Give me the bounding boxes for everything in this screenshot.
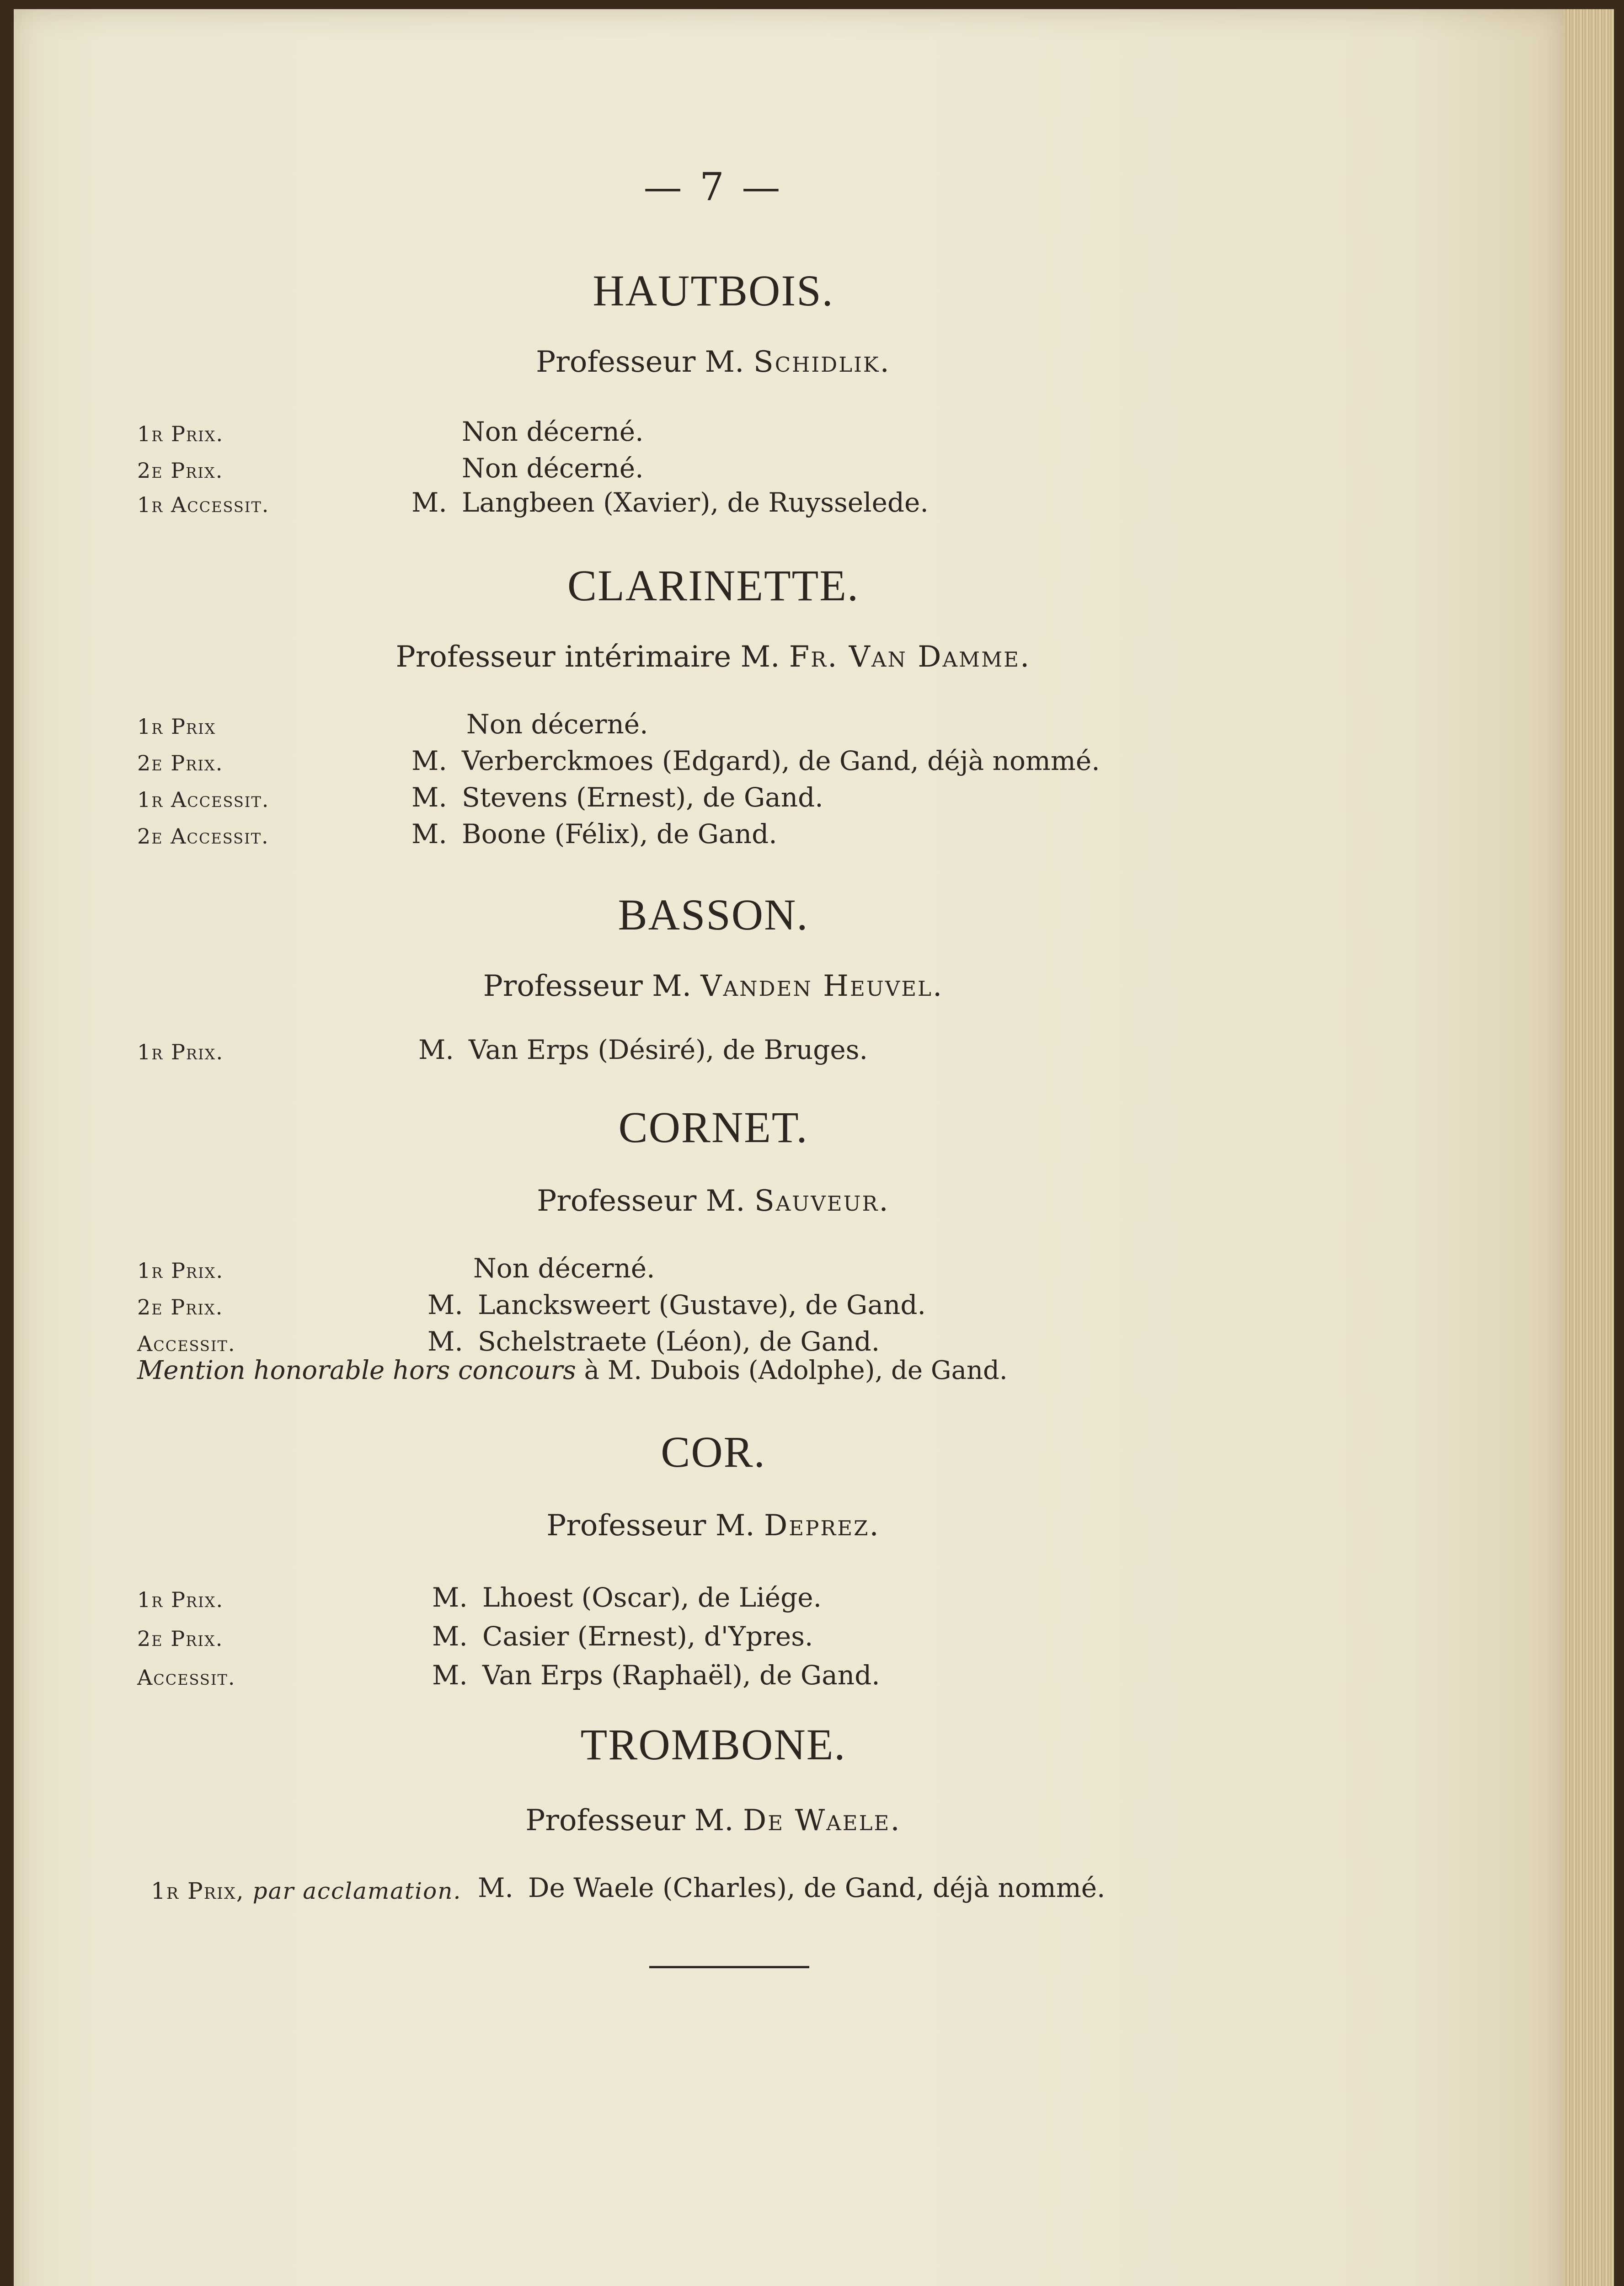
closing-rule (649, 1966, 809, 1968)
award-entry (411, 487, 929, 518)
mention-text: à M. Dubois (Adolphe), de Gand. (584, 1356, 1008, 1385)
professor-prefix: Professeur M. (537, 1184, 745, 1218)
award-text: Schelstraete (Léon), de Gand. (478, 1326, 880, 1357)
professor-name: Fr. Van Damme. (789, 640, 1031, 674)
section-title-hautbois: HAUTBOIS. (593, 266, 834, 315)
award-label: 1r Prix (137, 714, 216, 739)
award-text: De Waele (Charles), de Gand, déjà nommé. (528, 1872, 1106, 1903)
monsieur-abbrev: M. (432, 1621, 468, 1652)
monsieur-abbrev: M. (411, 745, 447, 776)
award-entry (411, 818, 777, 849)
professor-cornet (0, 1184, 1426, 1218)
award-entry: Non décerné. (462, 416, 644, 447)
award-row (0, 1660, 1555, 1696)
professor-prefix: Professeur M. (483, 969, 692, 1003)
award-label: 1r Prix. (137, 422, 224, 446)
monsieur-abbrev: M. (432, 1582, 468, 1613)
professor-name: Deprez. (764, 1509, 880, 1543)
monsieur-abbrev: M. (418, 1034, 454, 1065)
award-label: 1r Prix. (137, 1040, 224, 1064)
award-text: Lhoest (Oscar), de Liége. (482, 1582, 822, 1613)
award-entry (427, 1326, 880, 1357)
award-row (0, 453, 1555, 489)
professor-basson (0, 969, 1426, 1003)
award-label: 2e Accessit. (137, 824, 269, 849)
award-entry (432, 1660, 880, 1691)
award-label: 2e Prix. (137, 751, 224, 775)
mention-label: Mention honorable hors concours (137, 1356, 576, 1385)
monsieur-abbrev: M. (427, 1289, 463, 1320)
professor-name: Vanden Heuvel. (700, 969, 944, 1003)
award-entry (432, 1582, 822, 1613)
award-entry: Non décerné. (462, 453, 644, 484)
honorable-mention (137, 1356, 1008, 1385)
section-title-clarinette: CLARINETTE. (567, 561, 859, 610)
professor-clarinette (0, 640, 1426, 674)
professor-trombone (0, 1804, 1426, 1837)
award-entry (432, 1621, 813, 1652)
page-number: — 7 — (643, 165, 783, 209)
award-entry (478, 1872, 1106, 1903)
award-entry (418, 1034, 868, 1065)
award-row (0, 1872, 1555, 1909)
award-label: 1r Accessit. (137, 492, 270, 517)
section-title-basson: BASSON. (618, 890, 809, 939)
award-label: 2e Prix. (137, 458, 224, 483)
award-row (0, 1289, 1555, 1326)
award-label: Accessit. (137, 1665, 236, 1690)
professor-hautbois (0, 345, 1426, 379)
award-entry: Non décerné. (466, 709, 648, 740)
professor-prefix: Professeur M. (525, 1804, 734, 1837)
award-row (0, 709, 1555, 745)
award-label-text: 1r Prix, (151, 1878, 245, 1904)
award-label: 1r Prix. (137, 1587, 224, 1612)
award-label: Accessit. (137, 1331, 236, 1356)
award-label: 2e Prix. (137, 1626, 224, 1651)
award-label-italic: par acclamation. (252, 1878, 462, 1904)
award-entry: Non décerné. (473, 1253, 655, 1284)
section-title-cornet: CORNET. (618, 1103, 808, 1152)
award-text: Lanckswеert (Gustave), de Gand. (478, 1289, 926, 1320)
award-text: Boone (Félix), de Gand. (462, 818, 777, 849)
award-row (0, 1621, 1555, 1657)
award-label: 1r Prix. (137, 1258, 224, 1283)
section-title-cor: COR. (661, 1427, 766, 1476)
professor-prefix: Professeur intérimaire M. (395, 640, 780, 674)
monsieur-abbrev: M. (432, 1660, 468, 1691)
award-row (0, 487, 1555, 523)
award-row (0, 818, 1555, 855)
award-text: Stevens (Ernest), de Gand. (462, 782, 823, 813)
professor-name: Schidlik. (753, 345, 891, 379)
award-text: Langbeen (Xavier), de Ruysselede. (462, 487, 929, 518)
award-text: Van Erps (Raphaël), de Gand. (482, 1660, 880, 1691)
award-entry (427, 1289, 926, 1320)
award-entry (411, 782, 823, 813)
award-row (0, 1253, 1555, 1289)
monsieur-abbrev: M. (411, 782, 447, 813)
professor-name: Sauveur. (754, 1184, 890, 1218)
professor-prefix: Professeur M. (546, 1509, 755, 1543)
award-label: 1r Accessit. (137, 787, 270, 812)
award-text: Verberckmoes (Edgard), de Gand, déjà nommé. (462, 745, 1100, 776)
award-label: 2e Prix. (137, 1295, 224, 1319)
award-row (0, 745, 1555, 782)
award-text: Casier (Ernest), d'Ypres. (482, 1621, 813, 1652)
professor-prefix: Professeur M. (536, 345, 744, 379)
award-text: Van Erps (Désiré), de Bruges. (469, 1034, 868, 1065)
professor-cor (0, 1509, 1426, 1543)
award-row (0, 416, 1555, 453)
award-entry (411, 745, 1100, 776)
monsieur-abbrev: M. (427, 1326, 463, 1357)
monsieur-abbrev: M. (411, 818, 447, 849)
award-row (0, 1582, 1555, 1618)
monsieur-abbrev: M. (478, 1872, 513, 1903)
professor-name: De Waele. (743, 1804, 901, 1837)
award-label (151, 1878, 461, 1904)
section-title-trombone: TROMBONE. (580, 1720, 846, 1769)
award-row (0, 782, 1555, 818)
monsieur-abbrev: M. (411, 487, 447, 518)
award-row (0, 1034, 1555, 1071)
